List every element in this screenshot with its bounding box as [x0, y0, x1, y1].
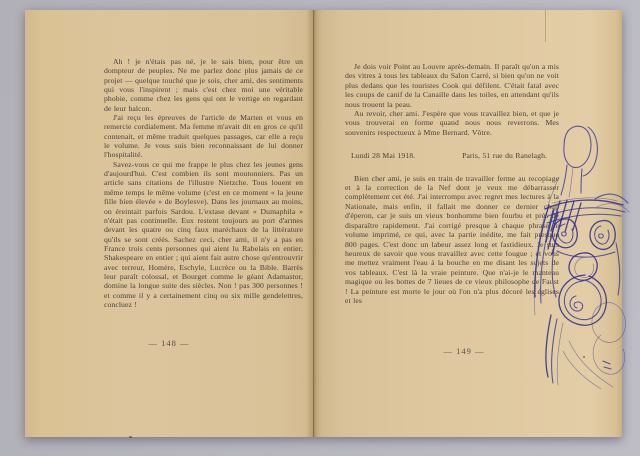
paragraph: Ah ! je n'étais pas né, je le sais bien, pour être un dompteur de peuples. Ne me parlez donc plus jamais de ce projet — quelque touché que je sois, cher ami, des sentiments qui vous l'inspirent ; mais c'est chez moi une véritable phobie, comme chez les gens qui ont le vertige en regardant de leur balcon.: [104, 57, 303, 113]
paragraph: Je dois voir Point au Louvre après-demain. Il paraît qu'on a mis des vitres à tous les tableaux du Salon Carré, si bien qu'on ne voit plus dedans que les touristes Cook qui défilent. C'était fatal avec les coups de canif de la Canaille dans les toiles, en attendant qu'ils nous trouent la peau.: [345, 62, 559, 109]
letter-place: Paris, 51 rue du Ranelagh.: [462, 151, 547, 161]
book-gutter-shadow: [306, 10, 322, 437]
figure-study-strokes: [534, 126, 629, 389]
open-book: [25, 10, 622, 437]
letter-date: Lundi 28 Mai 1918.: [351, 151, 416, 161]
left-page-text-column: [104, 57, 303, 309]
paragraph: Bien cher ami, je suis en train de travailler ferme au recopiage et à la correction de la Nef dont je veux me débarrasser complètement cet été. J'ai interrompu avec regret mes lectures à la Nationale, mais enfin, il fallait me donner ce dernier coup d'éperon, car je suis un vieux bonhomme bien fourbu et près de disparaître rapidement. J'ai corrigé presque à chaque phrase le volume imprimé, ce qui, avec la partie inédite, me fait presque 800 pages. C'est donc un labeur assez long et fastidieux. Je suis heureux de savoir que vous travaillez avec cette fougue ; et vous me mettez vraiment l'eau à la bouche en me disant les sujets de vos tableaux. C'est là la vraie peinture. Que n'ai-je le manteau magique ou les bottes de 7 lieues de ce vieux philosophe de Faust ! La peinture est morte le jour où l'on n'a plus décoré les églises et les: [345, 173, 559, 305]
paragraph: Savez-vous ce qui me frappe le plus chez les jeunes gens d'aujourd'hui. C'est combien ils sont moutonniers. Pas un article sans citations de l'illustre Nietzche. Tous louent en même temps le même volume (c'est en ce moment « la jeune fille bien élevée » de Boylesve). Dans les journaux au moins, on éreintait parfois Sardou. L'extase devant « Dumaphila » n'était pas continuelle. Eux restent toujours au port d'armes devant les quatre ou cinq faux maréchaux de la littérature qu'ils se sont créés. Sachez ceci, cher ami, il n'y a pas en France trois cents personnes qui aient lu Rabelais en entier, Shakespeare en entier ; qui aient fait autre chose qu'entrouvrir avec terreur, Homère, Eschyle, Lucrèce ou la Bible. Barrès leur paraît colossal, et Bourget comme le géant Adamastor, domine la longue suite des siècles. Non ! pas 300 personnes ! et comme il y a certainement cinq ou six mille gendelettres, concluez !: [104, 159, 304, 309]
underpage-edge: [545, 10, 546, 42]
page-number-right: — 149 —: [443, 346, 485, 356]
book-fold-line: [313, 10, 314, 437]
left-page: [25, 10, 313, 437]
ink-sketch-figure: [505, 115, 635, 415]
paper-speck: [129, 436, 132, 438]
paragraph: Au revoir, cher ami. J'espère que vous travaillez bien, et que je vous trouverai en forme quand nous nous reverrons. Mes souvenirs respectueux à Mme Bernard. Vôtre.: [345, 109, 559, 137]
paragraph: J'ai reçu les épreuves de l'article de Marten et vous en remercie cordialement. Ma femme m'avait dit en gros ce qu'il contenait, et même traduit quelques passages, car elle a reçu le volume. Je vous suis bien reconnaissant de lui donner l'hospitalité.: [104, 113, 303, 160]
page-number-left: — 148 —: [148, 338, 190, 348]
